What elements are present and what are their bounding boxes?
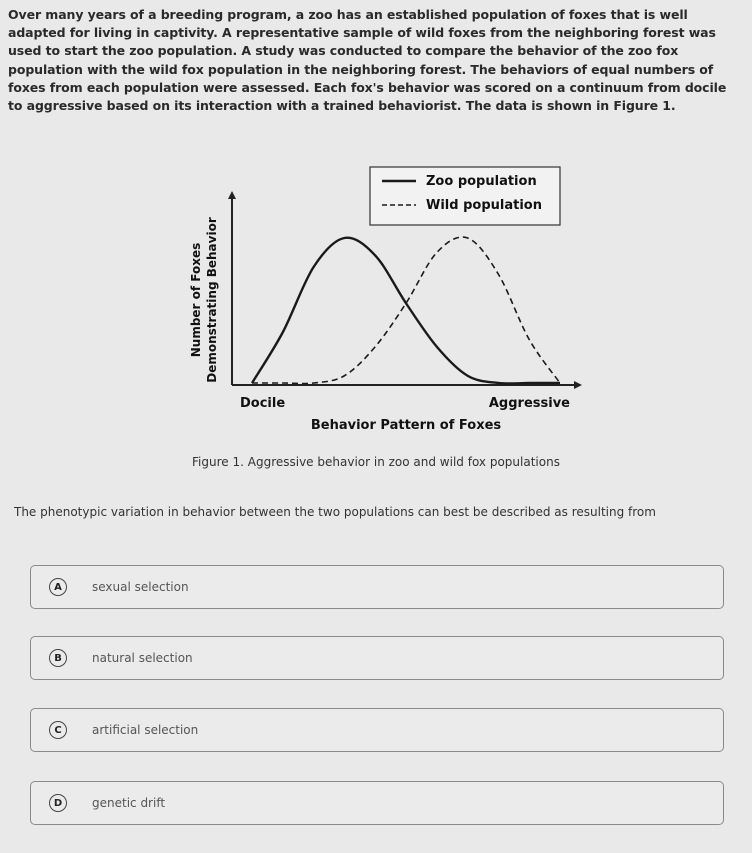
figure-caption: Figure 1. Aggressive behavior in zoo and wild fox populations bbox=[192, 455, 560, 469]
x-axis-arrow bbox=[574, 381, 582, 389]
choice-text: sexual selection bbox=[92, 580, 189, 594]
answer-choice-c[interactable] bbox=[30, 708, 724, 752]
y-axis-label-line-1: Number of Foxes bbox=[189, 242, 203, 358]
zoo-population-line bbox=[252, 238, 560, 384]
y-axis-label-line-2: Demonstrating Behavior bbox=[205, 217, 219, 383]
choice-text: genetic drift bbox=[92, 796, 166, 810]
figure-1 bbox=[170, 165, 590, 445]
x-tick-label-aggressive: Aggressive bbox=[488, 396, 570, 411]
answer-choice-a[interactable] bbox=[30, 565, 724, 609]
x-axis-label: Behavior Pattern of Foxes bbox=[310, 418, 502, 433]
behavior-chart bbox=[170, 165, 590, 445]
y-axis-arrow bbox=[228, 191, 236, 199]
legend-label-zoo: Zoo population bbox=[426, 174, 537, 189]
choice-letter-badge: A bbox=[49, 578, 67, 596]
choice-letter-badge: B bbox=[49, 649, 67, 667]
wild-population-line bbox=[252, 237, 560, 383]
answer-choice-b[interactable] bbox=[30, 636, 724, 680]
choice-letter-badge: D bbox=[49, 794, 67, 812]
choice-text: artificial selection bbox=[92, 723, 199, 737]
legend-label-wild: Wild population bbox=[426, 198, 542, 213]
question-passage: Over many years of a breeding program, a zoo has an established population of foxes that is well adapted for living in captivity. A representative sample of wild foxes from the neighboring forest was used to start the zoo population. A study was conducted to compare the behavior of the zoo fox population with the wild fox population in the neighboring forest. The behaviors of equal numbers of foxes from each population were assessed. Each fox's behavior was scored on a continuum from docile to aggressive based on its interaction with a trained behaviorist. The data is shown in Figure 1. bbox=[8, 7, 727, 114]
answer-choice-d[interactable] bbox=[30, 781, 724, 825]
question-stem: The phenotypic variation in behavior between the two populations can best be described as resulting from bbox=[14, 505, 656, 519]
choice-letter-badge: C bbox=[49, 721, 67, 739]
choice-text: natural selection bbox=[92, 651, 193, 665]
x-tick-label-docile: Docile bbox=[240, 396, 286, 411]
